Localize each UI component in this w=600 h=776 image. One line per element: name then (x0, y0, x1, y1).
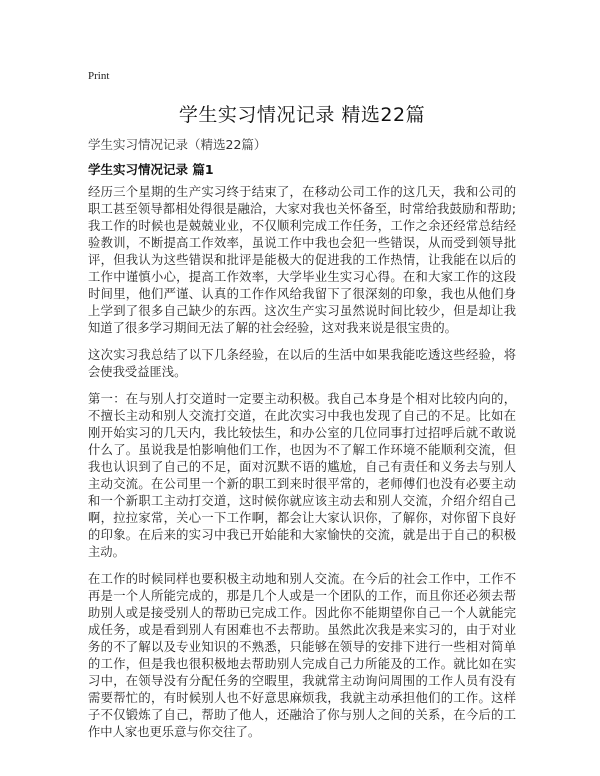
print-label: Print (88, 70, 110, 82)
section-heading: 学生实习情况记录 篇1 (88, 162, 214, 177)
paragraph-4: 在工作的时候同样也要积极主动地和别人交流。在今后的社会工作中，工作不再是一个人所能完成的，那是几个人或是一个团队的工作，而且你还必须去帮助别人或是接受别人的帮助已完成工作。因此你不能期望你自己一个人就能完成任务，或是看到别人有困难也不去帮助。虽然此次我是来实习的，由于对业务的不了解以及专业知识的不熟悉，只能够在领导的安排下进行一些相对简单的工作，但是我也很积极地去帮助别人完成自己力所能及的工作。就比如在实习中，在领导没有分配任务的空暇里，我就常主动询问周围的工作人员有没有需要帮忙的，有时候别人也不好意思麻烦我，我就主动承担他们的工作。这样子不仅锻炼了自己，帮助了他人，还融洽了你与别人之间的关系，在今后的工作中人家也更乐意与你交往了。 (88, 572, 516, 739)
paragraph-2: 这次实习我总结了以下几条经验，在以后的生活中如果我能吃透这些经验，将会使我受益匪浅。 (88, 348, 516, 379)
document-body (88, 184, 516, 751)
paragraph-1: 经历三个星期的生产实习终于结束了，在移动公司工作的这几天，我和公司的职工甚至领导都相处得很是融洽，大家对我也关怀备至，时常给我鼓励和帮助;我工作的时候也是兢兢业业，不仅顺利完成工作任务，工作之余还经常总结经验教训，不断提高工作效率，虽说工作中我也会犯一些错误，从而受到领导批评，但我认为这些错误和批评是能极大的促进我的工作热情，让我能在以后的工作中谨慎小心，提高工作效率，大学毕业生实习心得。在和大家工作的这段时间里，他们严谨、认真的工作作风给我留下了很深刻的印象，我也从他们身上学到了很多自己缺少的东西。这次生产实习虽然说时间比较少，但是却让我知道了很多学习期间无法了解的社会经验，这对我来说是很宝贵的。 (88, 185, 516, 335)
document-title: 学生实习情况记录 精选22篇 (178, 104, 426, 126)
paragraph-3: 第一：在与别人打交道时一定要主动积极。我自己本身是个相对比较内向的，不擅长主动和别人交流打交道，在此次实习中我也发现了自己的不足。比如在刚开始实习的几天内，我比较怯生，和办公室的几位同事打过招呼后就不敢说什么了。虽说我是怕影响他们工作，也因为不了解工作环境不能顺利交流，但我也认识到了自己的不足，面对沉默不语的尴尬，自己有责任和义务去与别人主动交流。在公司里一个新的职工到来时很平常的，老师傅们也没有必要主动和一个新职工主动打交道，这时候你就应该主动去和别人交流，介绍介绍自己啊，拉拉家常，关心一下工作啊，都会让大家认识你，了解你，对你留下良好的印象。在后来的实习中我已开始能和大家愉快的交流，就是出于自己的积极主动。 (88, 392, 516, 559)
document-subtitle: 学生实习情况记录（精选22篇） (88, 137, 267, 152)
